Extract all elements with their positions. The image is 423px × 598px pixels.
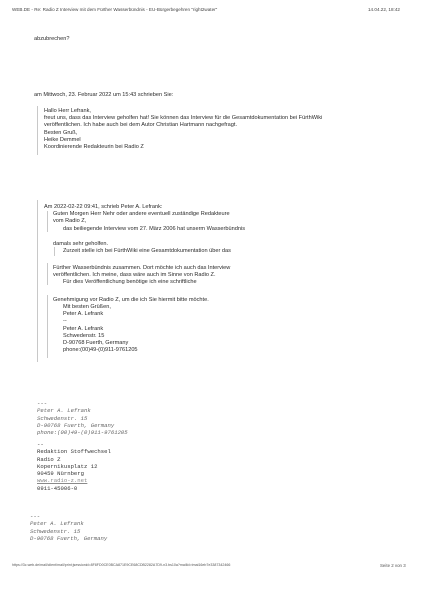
quote-line: Peter A. Lefrank xyxy=(63,325,104,332)
intro-text: abzubrechen? xyxy=(34,36,70,42)
signature-separator: --- xyxy=(30,513,41,520)
quote-bar xyxy=(37,200,38,362)
quote-line: veröffentlichen. Ich habe auch bei dem Autor Christian Hartmann nachgefragt. xyxy=(44,122,237,129)
quote-bar xyxy=(37,106,38,155)
quote-line: veröffentlichen. Ich meine, dass wäre auch im Sinne von Radio Z. xyxy=(53,272,216,279)
quote-line: Mit besten Grüßen, xyxy=(63,304,111,310)
print-footer-url: https://3c.web.de/mail/client/mail/print;jsessionid=8F8FD0CE0BCA871E9CE68CDB2282A7D9-n3.bs10a?mailId=tmai16eb7e3387342466 xyxy=(12,563,231,567)
signature-separator: --- xyxy=(37,400,48,407)
signature-separator: -- xyxy=(37,441,44,448)
signature-line: 90459 Nürnberg xyxy=(37,470,84,478)
signature-line: phone:(00)49-(0)911-9761205 xyxy=(37,429,128,437)
signature-block xyxy=(37,400,128,436)
quote-line: phone:(00)49-(0)911-9761205 xyxy=(63,347,138,354)
quote-line: Heike Demmel xyxy=(44,136,81,143)
quote2-intro: Am 2022-02-22 09:41, schrieb Peter A. Lefrank: xyxy=(44,204,163,210)
quote-line: Koordinierende Redakteurin bei Radio Z xyxy=(44,144,144,151)
quote-bar-inner xyxy=(47,263,48,285)
quote-line: Fürther Wasserbündnis zusammen. Dort möchte ich auch das Interview xyxy=(53,265,231,271)
quote-line: Peter A. Lefrank xyxy=(63,311,104,318)
quote-line: vom Radio Z, xyxy=(53,218,87,225)
radio-signature xyxy=(37,441,111,492)
signature-line: Redaktion Stoffwechsel xyxy=(37,448,111,456)
quote2-part-c xyxy=(53,265,230,279)
quote-line: das beiliegende Interview vom 27. März 2006 hat unserm Wasserbündnis xyxy=(63,226,245,232)
quote-line: Besten Gruß, xyxy=(44,129,78,136)
signature-line: Schwedenstr. 15 xyxy=(37,414,88,422)
signature-line: Peter A. Lefrank xyxy=(37,407,91,415)
signature-block xyxy=(30,513,107,542)
signature-line: Peter A. Lefrank xyxy=(30,520,84,528)
radio-z-link[interactable]: www.radio-z.net xyxy=(37,477,88,485)
signature-line: D-90768 Fuerth, Germany xyxy=(37,421,115,429)
signature-line: Kopernikusplatz 12 xyxy=(37,462,98,470)
signature-line: Schwedenstr. 15 xyxy=(30,527,81,535)
print-footer-page: Seite 2 von 3 xyxy=(380,563,406,568)
quote-bar-inner xyxy=(47,211,48,232)
quote-line: Zurzeit stelle ich bei FürthWiki eine Gesamtdokumentation über das xyxy=(63,248,231,254)
quote-line: Hallo Herr Lefrank, xyxy=(44,108,91,114)
print-header-title: WEB.DE - Re: Radio Z Interview mit dem Fürther Wasserbündnis - EU-Bürgerbegehren "right2water" xyxy=(12,7,218,12)
quote-line: Guten Morgen Herr Nehr oder andere eventuell zuständige Redakteure xyxy=(53,211,230,217)
quote-line: D-90768 Fuerth, Germany xyxy=(63,340,129,347)
signature-line: Radio Z xyxy=(37,455,61,463)
signature-line: D-90768 Fuerth, Germany xyxy=(30,534,108,542)
quote-bar-inner xyxy=(54,247,55,256)
quote-line: freut uns, dass das Interview geholfen hat! Sie können das Interview für die Gesamtdokumentation bei FürthWiki xyxy=(44,115,323,122)
print-header-datetime: 14.04.22, 18:42 xyxy=(368,7,400,12)
quote-bar-inner xyxy=(47,295,48,358)
quote-line: -- xyxy=(63,318,67,325)
quote-line: Für dies Veröffentlichung benötige ich eine schriftliche xyxy=(63,279,197,285)
reply-intro: am Mittwoch, 23. Februar 2022 um 15:43 schrieben Sie: xyxy=(34,92,174,98)
quote2-part-b: damals sehr geholfen. xyxy=(53,241,109,247)
quote-line: Schwedenstr. 15 xyxy=(63,332,105,339)
quote2-part-a xyxy=(53,211,230,225)
quote2-signature xyxy=(63,304,138,354)
quote-block-1 xyxy=(44,108,322,151)
quote2-part-d: Genehmigung vor Radio Z, um die ich Sie hiermit bitte möchte. xyxy=(53,297,209,303)
signature-phone: 0911-45006-0 xyxy=(37,484,78,492)
